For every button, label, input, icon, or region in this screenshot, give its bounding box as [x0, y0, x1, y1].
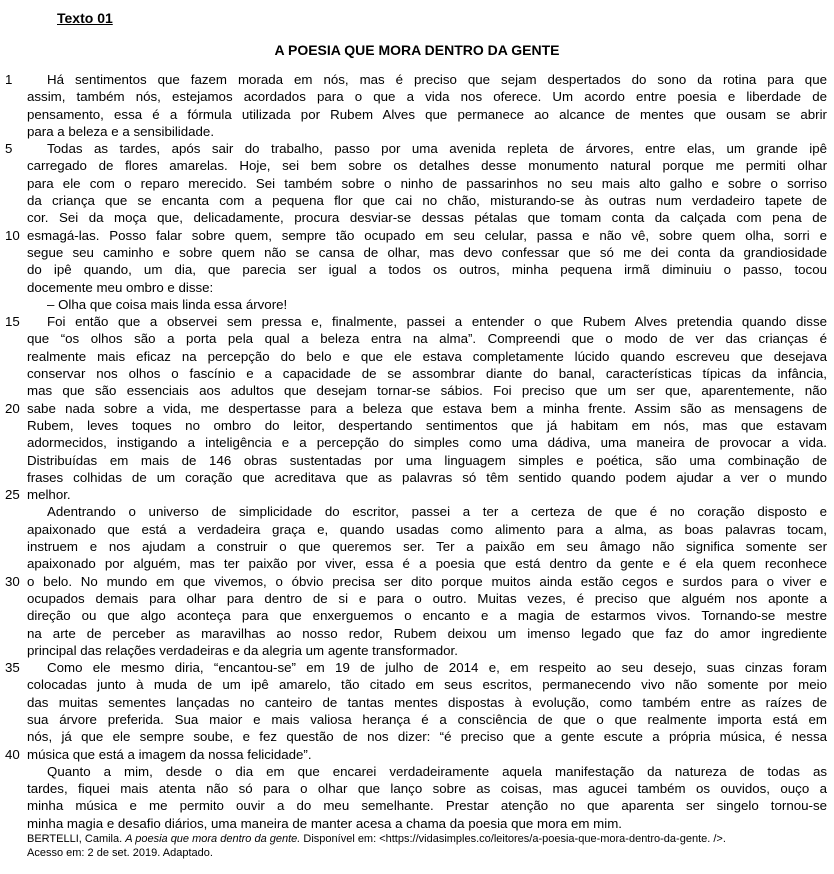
- text-line: [5, 400, 827, 417]
- line-text: o belo. No mundo em que vivemos, o óbvio precisa ser dito porque muitos ainda estão cegos e surdos para o viver e: [27, 573, 827, 589]
- line-text: Todas as tardes, após sair do trabalho, passo por uma avenida repleta de árvores, entre elas, um grande ipê: [47, 141, 827, 157]
- line-text: para ele com o reparo merecido. Sei também sobre o ninho de passarinhos no seu mais alto galho e sobre o sorriso: [27, 175, 827, 191]
- line-text: Como ele mesmo diria, “encantou-se” em 19 de julho de 2014 e, em respeito ao seu desejo, suas cinzas foram: [47, 660, 827, 676]
- text-line: [27, 417, 827, 434]
- text-line: [27, 244, 827, 261]
- text-line: [27, 469, 827, 486]
- text-line: [27, 434, 827, 451]
- line-number: 25: [5, 487, 20, 503]
- line-text: carregado de flores amarelas. Hoje, sei bem sobre os detalhes desse monumento natural porque me permiti olhar: [27, 158, 827, 174]
- citation-access-line: Acesso em: 2 de set. 2019. Adaptado.: [27, 846, 213, 859]
- text-line: [5, 486, 827, 503]
- line-text: colocadas junto à muda de um ipê amarelo, tão citado em seus escritos, permanecendo vivo não somente por meio: [27, 677, 827, 693]
- line-text: direção ou que algo aconteça para que enxerguemos o encanto e a magia de estarmos vivos. Tornando-se mestre: [27, 608, 827, 624]
- line-text: melhor.: [27, 487, 71, 503]
- line-number: 1: [5, 72, 13, 87]
- line-text: tardes, fiquei mais atenta não só para o olhar que lanço sobre as coisas, mas agucei também os ouvidos, ouço a: [27, 781, 827, 797]
- line-text: Distribuídas em mais de 146 obras sustentadas por uma linguagem simples e poética, são uma combinação de: [27, 452, 827, 468]
- text-line: [5, 659, 827, 676]
- line-text: Rubem, leves toques no ombro do leitor, despertando sentimentos que já habitam em nós, mas que estavam: [27, 417, 827, 433]
- text-line: [5, 313, 827, 330]
- text-line: [27, 780, 827, 797]
- text-line: [27, 676, 827, 693]
- line-text: Há sentimentos que fazem morada em nós, mas é preciso que sejam despertados do sono da rotina para que: [47, 72, 827, 87]
- text-line: [27, 625, 827, 642]
- text-line: [27, 279, 827, 296]
- text-line: [27, 365, 827, 382]
- line-text: Quanto a mim, desde o dia em que encarei verdadeiramente aquela manifestação da natureza de todas as: [47, 763, 827, 779]
- line-text: assim, também nós, estejamos acordados para o que a vida nos oferece. Um acordo entre poesia e liberdade de: [27, 89, 827, 105]
- text-line: [5, 140, 827, 157]
- text-line: [27, 382, 827, 399]
- line-text: segue seu caminho e sobre quem não se cansa de olhar, mas devo confessar que só me dei conta da grandiosidade: [27, 244, 827, 260]
- text-line: [27, 642, 827, 659]
- citation-source-line: [27, 833, 827, 847]
- line-text: na arte de perceber as maravilhas ao nosso redor, Rubem deixou um imenso legado que faz do amor ingrediente: [27, 625, 827, 641]
- line-text: do ipê quando, um dia, que parecia ser igual a todos os outros, minha pequena irmã diminuiu o passo, tocou: [27, 262, 827, 278]
- text-line: [27, 261, 827, 278]
- text-line: [27, 209, 827, 226]
- line-text: apaixonado por alguém, mas ter paixão por viver, essa é a poesia que está dentro da gente e é ela quem reconhece: [27, 556, 827, 572]
- text-line: [27, 728, 827, 745]
- line-number: 30: [5, 573, 20, 589]
- text-line: [27, 175, 827, 192]
- text-line: [27, 192, 827, 209]
- line-text: conservar nos olhos o fascínio e a capacidade de se assombrar diante do banal, características típicas da infância,: [27, 366, 827, 382]
- citation: [27, 833, 827, 860]
- text-line: [27, 694, 827, 711]
- text-line: [27, 711, 827, 728]
- line-text: sua árvore preferida. Sua maior e mais valiosa herança é a consciência de que o que realmente importa está em: [27, 711, 827, 727]
- citation-text: BERTELLI, Camila.: [27, 833, 126, 846]
- line-text: adormecidos, instigando a inteligência e a percepção do simples como uma dádiva, uma maneira de provocar a vida.: [27, 435, 827, 451]
- line-number: 20: [5, 400, 20, 416]
- line-number: 10: [5, 227, 20, 243]
- text-line: [27, 330, 827, 347]
- text-line: [27, 607, 827, 624]
- line-text: pensamento, essa é a fórmula utilizada por Rubem Alves que permanece ao alcance de mentes que ousam se abrir: [27, 106, 827, 122]
- line-text: docemente meu ombro e disse:: [27, 279, 214, 295]
- line-text: frases colhidas de um coração que acreditava que as palavras só têm sentido quando podem ajudar a ver o mundo: [27, 469, 827, 485]
- line-text: da criança que se encanta com a pequena flor que cai no chão, misturando-se às outras num verdadeiro tapete de: [27, 193, 827, 209]
- line-number: 40: [5, 746, 20, 762]
- line-number: 15: [5, 314, 20, 330]
- text-line: [27, 815, 827, 832]
- text-line: [5, 71, 827, 88]
- line-text: apaixonado que está a verdadeira graça e, quando usadas como alimento para a alma, as boas palavras tocam,: [27, 521, 827, 537]
- line-text: ocupados demais para olhar para dentro de si e para o outro. Muitas vezes, é preciso que alguém nos aponte a: [27, 590, 827, 606]
- text-line: [27, 538, 827, 555]
- text-line: [27, 555, 827, 572]
- line-text: música que está a imagem da nossa felicidade”.: [27, 746, 312, 762]
- line-text: das muitas sementes lançadas no canteiro de tantas mentes dispostas à evolução, como também entre as raízes de: [27, 694, 827, 710]
- line-text: realmente mais eficaz na percepção do belo e que ele estava completamente lúcido quando escreveu que desejava: [27, 348, 827, 364]
- page-title: A POESIA QUE MORA DENTRO DA GENTE: [274, 42, 560, 58]
- text-line: [27, 88, 827, 105]
- line-text: esmagá-las. Posso falar sobre quem, sempre tão ocupado em seu celular, passa e não vê, sobre quem olha, sorri e: [27, 227, 827, 243]
- line-text: que “os olhos são a porta pela qual a beleza entra na alma”. Compreendi que o modo de ver das crianças é: [27, 331, 827, 347]
- line-text: – Olha que coisa mais linda essa árvore!: [47, 296, 288, 312]
- line-number: 5: [5, 141, 13, 157]
- text-line: [27, 123, 827, 140]
- text-line: [27, 763, 827, 780]
- line-text: minha magia e desafio diários, uma maneira de manter acesa a chama da poesia que mora em mim.: [27, 815, 622, 831]
- line-text: nós, já que ele sempre soube, e fez questão de nos dizer: “é preciso que a gente escute a própria música, é nessa: [27, 729, 827, 745]
- line-text: cor. Sei da moça que, delicadamente, procura desviar-se dessas pétalas que tomam conta da calçada com pena de: [27, 210, 827, 226]
- line-text: Foi então que a observei sem pressa e, finalmente, passei a entender o que Rubem Alves pretendia quando disse: [47, 314, 827, 330]
- line-text: principal das relações verdadeiras e da alegria um agente transformador.: [27, 642, 458, 658]
- text-line: [27, 590, 827, 607]
- text-line: [27, 797, 827, 814]
- text-line: [27, 157, 827, 174]
- text-line: [27, 503, 827, 520]
- line-text: Adentrando o universo de simplicidade do escritor, passei a ter a certeza de que é no coração disposto e: [47, 504, 827, 520]
- citation-work-title: A poesia que mora dentro da gente.: [125, 833, 301, 846]
- line-text: mas que são essenciais aos adultos que desejam tornar-se sábios. Foi preciso que um ser que, aparentemente, não: [27, 383, 827, 399]
- citation-text: Disponível em: <https://vidasimples.co/leitores/a-poesia-que-mora-dentro-da-gente. />.: [300, 833, 726, 846]
- text-line: [5, 227, 827, 244]
- line-text: minha música e me permito ouvir a do meu semelhante. Prestar atenção no que aparenta ser singelo tornou-se: [27, 798, 827, 814]
- text-line: [27, 452, 827, 469]
- text-label: Texto 01: [57, 10, 113, 26]
- line-text: sabe nada sobre a vida, me despertasse para a beleza que estava bem a minha frente. Assim são as mensagens de: [27, 400, 827, 416]
- text-line: [27, 296, 827, 313]
- text-line: [5, 573, 827, 590]
- text-body: [5, 71, 827, 832]
- text-line: [27, 521, 827, 538]
- text-line: [5, 746, 827, 763]
- line-text: instruem e nos ajudam a construir o que queremos ser. Ter a paixão em seu âmago não significa somente ser: [27, 539, 827, 555]
- text-line: [27, 348, 827, 365]
- line-text: para a beleza e a sensibilidade.: [27, 123, 215, 139]
- line-number: 35: [5, 660, 20, 676]
- text-line: [27, 106, 827, 123]
